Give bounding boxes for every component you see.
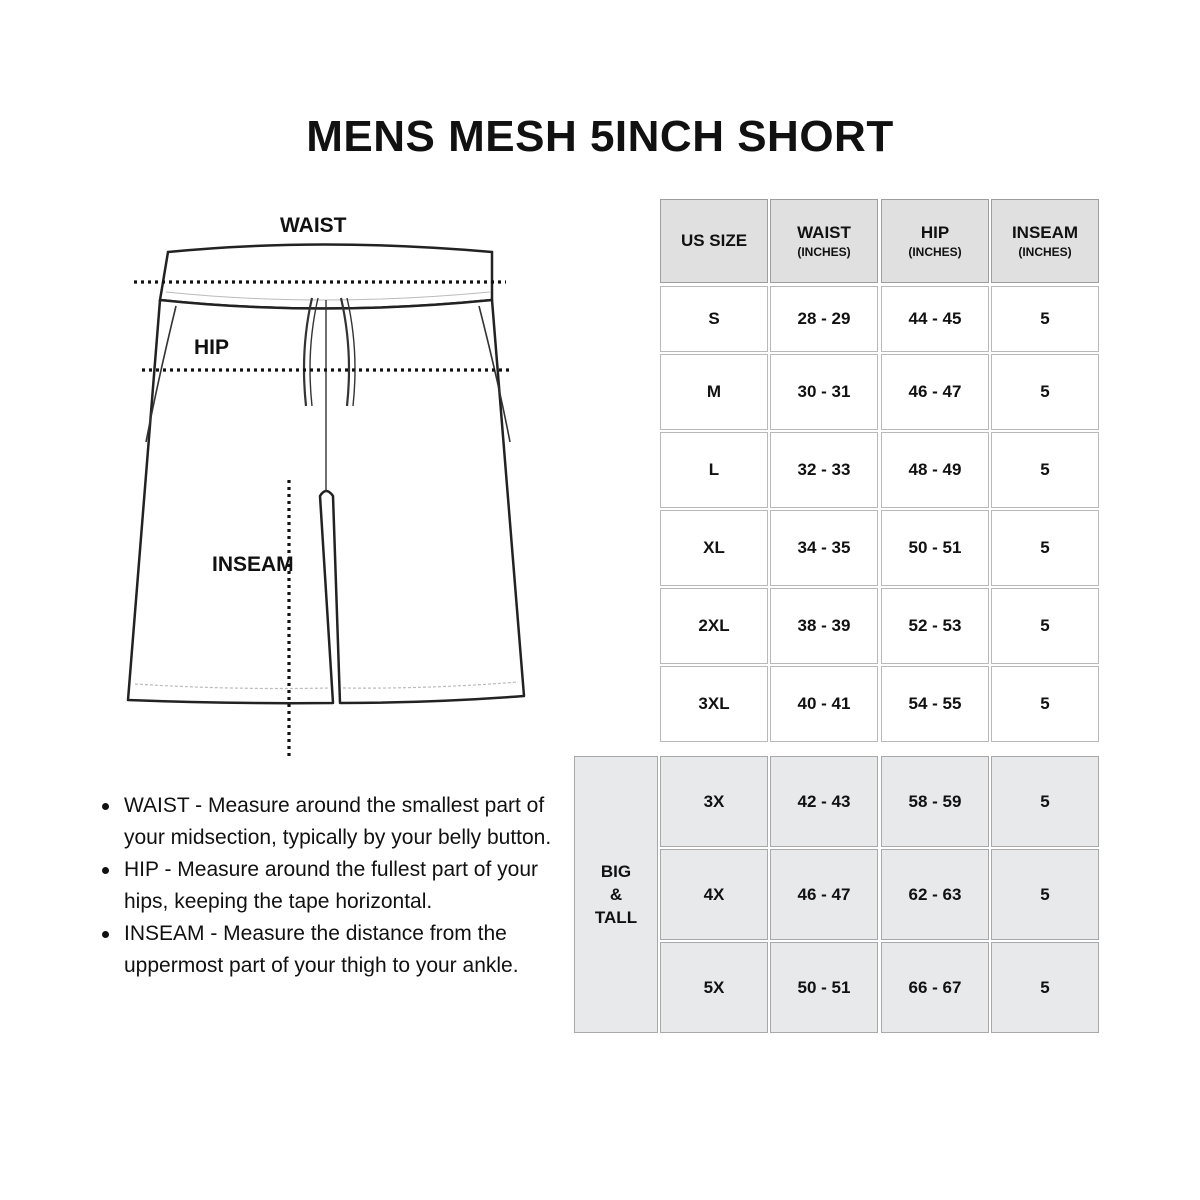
cell-hip <box>881 286 989 352</box>
cell-waist-value: 38 - 39 <box>797 616 851 635</box>
header-waist-unit: (INCHES) <box>797 245 851 259</box>
cell-waist <box>770 588 878 664</box>
big-tall-cell-size <box>660 942 768 1033</box>
shorts-waistband <box>160 245 492 309</box>
big-tall-cell-waist <box>770 849 878 940</box>
cell-inseam-value: 5 <box>1040 538 1050 557</box>
header-size <box>660 199 768 283</box>
big-tall-cell-inseam <box>991 849 1099 940</box>
cell-size <box>660 510 768 586</box>
header-inseam <box>991 199 1099 283</box>
big-tall-cell-hip-value: 62 - 63 <box>908 884 962 904</box>
header-size-label: US SIZE <box>680 231 748 250</box>
cell-inseam-value: 5 <box>1040 382 1050 401</box>
header-hip <box>881 199 989 283</box>
cell-waist-value: 34 - 35 <box>797 538 851 557</box>
big-tall-label-line: TALL <box>594 908 638 927</box>
cell-hip-value: 50 - 51 <box>908 538 962 557</box>
big-tall-label <box>574 756 658 1033</box>
cell-hip <box>881 354 989 430</box>
big-tall-cell-inseam-value: 5 <box>1040 791 1050 811</box>
note-hip: HIP - Measure around the fullest part of your hips, keeping the tape horizontal. <box>96 854 566 918</box>
cell-size-value: XL <box>703 538 725 557</box>
cell-hip-value: 46 - 47 <box>908 382 962 401</box>
big-tall-cell-inseam <box>991 756 1099 847</box>
big-tall-cell-hip <box>881 942 989 1033</box>
cell-size-value: S <box>708 309 720 328</box>
big-tall-cell-size-value: 4X <box>703 884 725 904</box>
waist-label: WAIST <box>280 214 347 237</box>
page-title: MENS MESH 5INCH SHORT <box>306 112 894 161</box>
note-waist: WAIST - Measure around the smallest part of your midsection, typically by your belly button. <box>96 790 566 854</box>
big-tall-cell-size-value: 3X <box>703 791 725 811</box>
cell-inseam-value: 5 <box>1040 694 1050 713</box>
big-tall-cell-waist-value: 42 - 43 <box>797 791 851 811</box>
big-tall-cell-inseam-value: 5 <box>1040 884 1050 904</box>
big-tall-label-line: & <box>609 885 623 904</box>
hip-label: HIP <box>194 336 230 359</box>
inseam-label: INSEAM <box>212 553 294 576</box>
cell-waist <box>770 432 878 508</box>
header-inseam-label: INSEAM <box>1011 223 1079 242</box>
cell-inseam <box>991 588 1099 664</box>
big-tall-cell-waist-value: 46 - 47 <box>797 884 851 904</box>
cell-size-value: M <box>706 382 722 401</box>
note-inseam: INSEAM - Measure the distance from the uppermost part of your thigh to your ankle. <box>96 918 566 982</box>
cell-size <box>660 588 768 664</box>
big-tall-cell-waist <box>770 942 878 1033</box>
cell-hip-value: 54 - 55 <box>908 694 962 713</box>
cell-inseam <box>991 666 1099 742</box>
cell-size <box>660 666 768 742</box>
cell-waist-value: 30 - 31 <box>797 382 851 401</box>
big-tall-cell-inseam <box>991 942 1099 1033</box>
cell-inseam <box>991 510 1099 586</box>
measurement-notes <box>96 790 566 982</box>
big-tall-cell-hip-value: 58 - 59 <box>908 791 962 811</box>
cell-inseam-value: 5 <box>1040 616 1050 635</box>
cell-inseam <box>991 432 1099 508</box>
cell-hip-value: 44 - 45 <box>908 309 962 328</box>
cell-waist-value: 40 - 41 <box>797 694 851 713</box>
header-waist <box>770 199 878 283</box>
cell-hip <box>881 432 989 508</box>
cell-size-value: L <box>708 460 720 479</box>
cell-hip <box>881 588 989 664</box>
cell-hip-value: 52 - 53 <box>908 616 962 635</box>
big-tall-cell-waist <box>770 756 878 847</box>
cell-hip <box>881 510 989 586</box>
cell-inseam <box>991 286 1099 352</box>
big-tall-cell-hip-value: 66 - 67 <box>908 977 962 997</box>
cell-size <box>660 432 768 508</box>
big-tall-label-line: BIG <box>600 862 632 881</box>
cell-hip <box>881 666 989 742</box>
cell-size-value: 2XL <box>698 616 730 635</box>
big-tall-cell-size <box>660 756 768 847</box>
header-hip-unit: (INCHES) <box>908 245 962 259</box>
cell-waist <box>770 666 878 742</box>
cell-waist-value: 28 - 29 <box>797 309 851 328</box>
cell-inseam <box>991 354 1099 430</box>
cell-waist-value: 32 - 33 <box>797 460 851 479</box>
cell-size <box>660 354 768 430</box>
cell-inseam-value: 5 <box>1040 460 1050 479</box>
big-tall-cell-inseam-value: 5 <box>1040 977 1050 997</box>
cell-waist <box>770 354 878 430</box>
cell-hip-value: 48 - 49 <box>908 460 962 479</box>
header-inseam-unit: (INCHES) <box>1018 245 1072 259</box>
cell-waist <box>770 286 878 352</box>
shorts-measurement-diagram <box>0 180 600 780</box>
big-tall-cell-hip <box>881 849 989 940</box>
cell-waist <box>770 510 878 586</box>
header-waist-label: WAIST <box>797 223 851 242</box>
cell-size-value: 3XL <box>698 694 730 713</box>
header-hip-label: HIP <box>920 223 950 242</box>
cell-size <box>660 286 768 352</box>
big-tall-cell-waist-value: 50 - 51 <box>797 977 851 997</box>
big-tall-cell-size-value: 5X <box>703 977 725 997</box>
big-tall-cell-size <box>660 849 768 940</box>
cell-inseam-value: 5 <box>1040 309 1050 328</box>
big-tall-cell-hip <box>881 756 989 847</box>
